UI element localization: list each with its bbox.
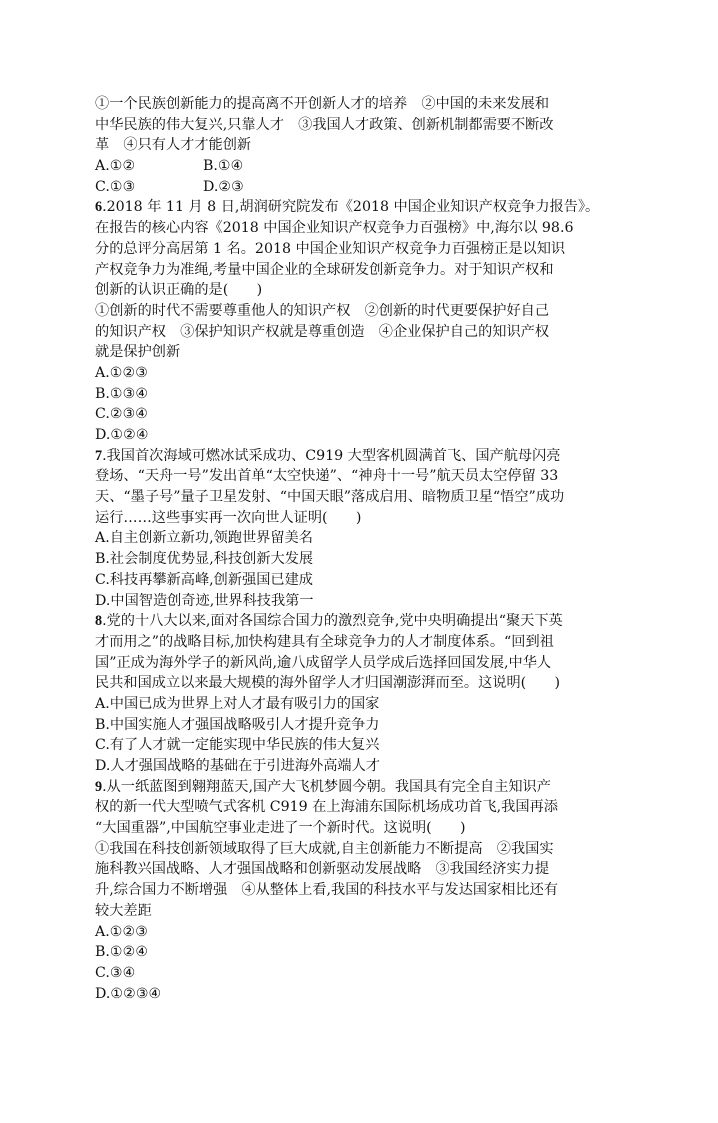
question-number: 6 bbox=[95, 199, 103, 216]
statement-line: 就是保护创新 bbox=[95, 344, 181, 361]
question-number: 7 bbox=[95, 447, 103, 464]
question-stem-line: 创新的认识正确的是( ) bbox=[95, 282, 263, 299]
question-stem-line: “大国重器”,中国航空事业走进了一个新时代。这说明( ) bbox=[95, 820, 466, 837]
question-stem-line: 国”正成为海外学子的新风尚,逾八成留学人员学成后选择回国发展,中华人 bbox=[95, 654, 552, 671]
option-c[interactable]: C.科技再攀新高峰,创新强国已建成 bbox=[95, 571, 313, 588]
question-stem-line bbox=[95, 446, 635, 467]
stem-text: .从一纸蓝图到翱翔蓝天,国产大飞机梦圆今朝。我国具有完全自主知识产 bbox=[102, 778, 551, 795]
question-stem-line: 登场、“天舟一号”发出首单“太空快递”、“神舟十一号”航天员太空停留 33 bbox=[95, 468, 559, 485]
option-c[interactable]: C.①③ bbox=[95, 178, 136, 195]
options-row bbox=[95, 156, 635, 177]
question-stem-line: 产权竞争力为准绳,考量中国企业的全球研发创新竞争力。对于知识产权和 bbox=[95, 261, 554, 278]
option-c[interactable]: C.有了人才就一定能实现中华民族的伟大复兴 bbox=[95, 737, 380, 754]
option-a[interactable]: A.自主创新立新功,领跑世界留美名 bbox=[95, 530, 313, 547]
option-a[interactable]: A.中国已成为世界上对人才最有吸引力的国家 bbox=[95, 695, 380, 712]
stem-text: .2018 年 11 月 8 日,胡润研究院发布《2018 中国企业知识产权竞争力报告》。 bbox=[102, 199, 600, 216]
statement-line: ①创新的时代不需要尊重他人的知识产权 ②创新的时代更要保护好自己 bbox=[95, 302, 550, 319]
question-stem-line: 天、“墨子号”量子卫星发射、“中国天眼”落成启用、暗物质卫星“悟空”成功 bbox=[95, 489, 565, 506]
statement-line: 升,综合国力不断增强 ④从整体上看,我国的科技水平与发达国家相比还有 bbox=[95, 882, 559, 899]
options-row bbox=[95, 177, 635, 198]
option-b[interactable]: B.①②④ bbox=[95, 944, 149, 961]
statement-line: 的知识产权 ③保护知识产权就是尊重创造 ④企业保护自己的知识产权 bbox=[95, 323, 550, 340]
question-number: 8 bbox=[95, 613, 103, 630]
question-stem-line: 民共和国成立以来最大规模的海外留学人才归国潮澎湃而至。这说明( ) bbox=[95, 675, 561, 692]
statement-line: 施科教兴国战略、人才强国战略和创新驱动发展战略 ③我国经济实力提 bbox=[95, 861, 550, 878]
exam-page bbox=[95, 94, 635, 1004]
statement-line: 较大差距 bbox=[95, 902, 152, 919]
question-8 bbox=[95, 611, 635, 777]
statement-line: 革 ④只有人才才能创新 bbox=[95, 137, 252, 154]
option-d[interactable]: D.①②③④ bbox=[95, 985, 162, 1002]
option-d[interactable]: D.人才强国战略的基础在于引进海外高端人才 bbox=[95, 758, 380, 774]
option-b[interactable]: B.社会制度优势显,科技创新大发展 bbox=[95, 551, 314, 568]
option-b[interactable]: B.中国实施人才强国战略吸引人才提升竞争力 bbox=[95, 716, 380, 733]
question-stem-line: 权的新一代大型喷气式客机 C919 在上海浦东国际机场成功首飞,我国再添 bbox=[95, 799, 558, 816]
question-6 bbox=[95, 197, 635, 445]
question-9 bbox=[95, 777, 635, 1005]
option-a[interactable]: A.①②③ bbox=[95, 923, 148, 940]
option-b[interactable]: B.①③④ bbox=[95, 385, 149, 402]
option-c[interactable]: C.③④ bbox=[95, 964, 136, 981]
question-stem-line bbox=[95, 197, 635, 218]
question-5 bbox=[95, 94, 635, 197]
question-stem-line: 在报告的核心内容《2018 中国企业知识产权竞争力百强榜》中,海尔以 98.6 bbox=[95, 220, 574, 237]
option-b[interactable]: B.①④ bbox=[203, 158, 244, 175]
statement-line: ①一个民族创新能力的提高离不开创新人才的培养 ②中国的未来发展和 bbox=[95, 96, 550, 112]
option-a[interactable]: A.①②③ bbox=[95, 364, 148, 381]
option-d[interactable]: D.②③ bbox=[203, 178, 244, 195]
question-stem-line: 分的总评分高居第 1 名。2018 中国企业知识产权竞争力百强榜正是以知识 bbox=[95, 240, 566, 257]
statement-line: ①我国在科技创新领域取得了巨大成就,自主创新能力不断提高 ②我国实 bbox=[95, 840, 554, 857]
stem-text: .党的十八大以来,面对各国综合国力的激烈竞争,党中央明确提出“聚天下英 bbox=[102, 613, 563, 630]
stem-text: .我国首次海域可燃冰试采成功、C919 大型客机圆满首飞、国产航母闪亮 bbox=[102, 447, 561, 464]
option-a[interactable]: A.①② bbox=[95, 158, 136, 175]
option-d[interactable]: D.中国智造创奇迹,世界科技我第一 bbox=[95, 592, 314, 609]
option-d[interactable]: D.①②④ bbox=[95, 427, 149, 443]
statement-line: 中华民族的伟大复兴,只靠人才 ③我国人才政策、创新机制都需要不断改 bbox=[95, 116, 554, 133]
question-stem-line bbox=[95, 777, 635, 798]
question-7 bbox=[95, 446, 635, 612]
option-c[interactable]: C.②③④ bbox=[95, 406, 149, 423]
question-stem-line bbox=[95, 611, 635, 632]
question-number: 9 bbox=[95, 778, 103, 795]
question-stem-line: 才而用之”的战略目标,加快构建具有全球竞争力的人才制度体系。“回到祖 bbox=[95, 633, 554, 650]
question-stem-line: 运行……这些事实再一次向世人证明( ) bbox=[95, 509, 362, 526]
